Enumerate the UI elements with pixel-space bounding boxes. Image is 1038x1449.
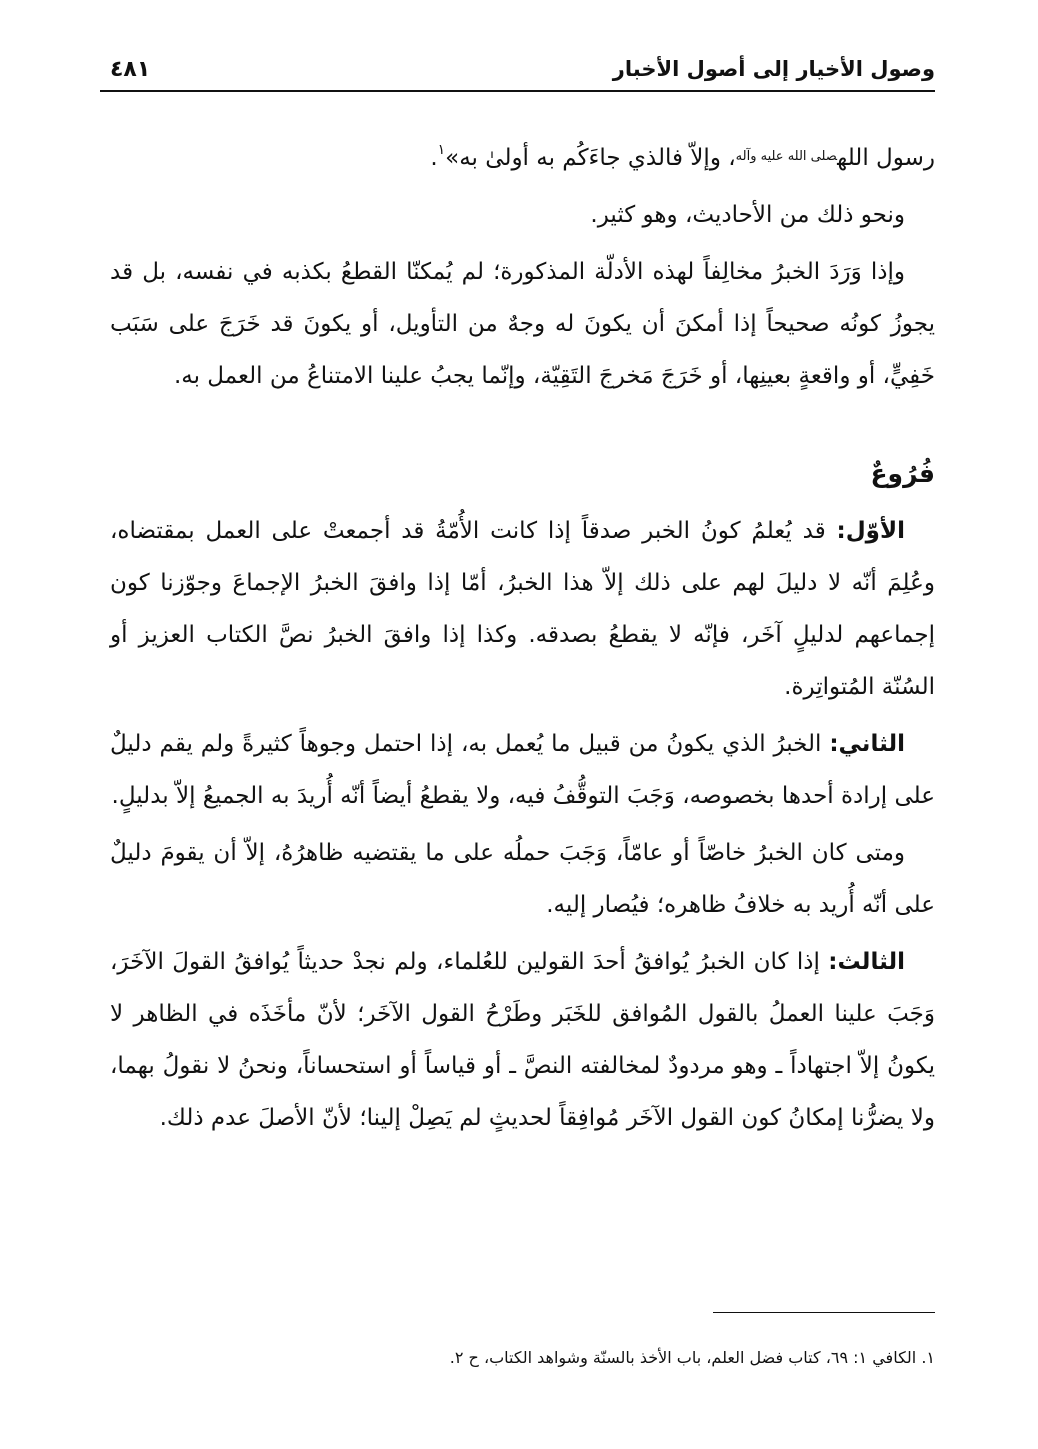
paragraph: ومتى كان الخبرُ خاصّاً أو عامّاً، وَجَبَ حملُه على ما يقتضيه ظاهرُهُ، إلاّ أن يقومَ دليلٌ على أنّه أُريد به خلافُ ظاهره؛ فيُصار إليه.	[110, 840, 935, 918]
paragraph-second-branch	[110, 718, 935, 822]
branch-label: الأوّل:	[836, 518, 905, 544]
paragraph-text: إذا كان الخبرُ يُوافقُ أحدَ القولين للعُلماء، ولم نجدْ حديثاً يُوافقُ القولَ الآخَرَ، وَجَبَ علينا العملُ بالقول المُوافق للخَبَر وطَرْحُ القول الآخَر؛ لأنّ مأخَذَه في الظاهر لا يكونُ إلاّ اجتهاداً ـ وهو مردودٌ لمخالفته النصَّ ـ أو قياساً أو استحساناً، ونحنُ لا نقولُ بهما، ولا يضرُّنا إمكانُ كون القول الآخَر مُوافِقاً لحديثٍ لم يَصِلْ إلينا؛ لأنّ الأصلَ عدم ذلك.	[110, 949, 935, 1131]
footnote-divider	[713, 1312, 935, 1313]
paragraph-text: رسول الله	[837, 145, 935, 171]
section-heading: فُرُوعٌ	[870, 459, 935, 488]
paragraph-text: الخبرُ الذي يكونُ من قبيل ما يُعمل به، إذا احتمل وجوهاً كثيرةً ولم يقم دليلٌ على إرادة أحدها بخصوصه، وَجَبَ التوقُّفُ فيه، ولا يقطعُ أيضاً أنّه أُريدَ به الجميعُ إلاّ بدليلٍ.	[110, 731, 935, 809]
footnote-reference: ١	[437, 142, 446, 158]
paragraph-third-branch	[110, 936, 935, 1144]
paragraph-first-branch	[110, 505, 935, 713]
paragraph-text: .	[430, 145, 438, 171]
branch-label: الثالث:	[828, 949, 905, 975]
paragraph-text: قد يُعلمُ كونُ الخبر صدقاً إذا كانت الأُمّةُ قد أجمعتْ على العمل بمقتضاه، وعُلِمَ أنّه لا دليلَ لهم على ذلك إلاّ هذا الخبرُ، أمّا إذا وافقَ الخبرُ الإجماعَ وجوّزنا كون إجماعهم لدليلٍ آخَر، فإنّه لا يقطعُ بصدقه. وكذا إذا وافقَ الخبرُ نصَّ الكتاب العزيز أو السُنّة المُتواتِرة.	[110, 518, 935, 700]
page-number: ٤٨١	[110, 56, 151, 82]
paragraph: ونحو ذلك من الأحاديث، وهو كثير.	[590, 202, 905, 228]
book-title: وصول الأخيار إلى أصول الأخبار	[612, 57, 935, 81]
running-header	[100, 48, 935, 92]
paragraph-continued	[110, 124, 935, 184]
body-text	[110, 124, 935, 1149]
footnote: ١. الكافي ١: ٦٩، كتاب فضل العلم، باب الأخذ بالسنّة وشواهد الكتاب، ح ٢.	[449, 1348, 935, 1367]
honorific-ligature: صلى الله عليه وآله	[735, 149, 838, 164]
paragraph-text: ، وإلاّ فالذي جاءَكُم به أولىٰ به»	[445, 145, 736, 171]
branch-label: الثاني:	[829, 731, 905, 757]
paragraph: وإذا وَرَدَ الخبرُ مخالِفاً لهذه الأدلّة المذكورة؛ لم يُمكنّا القطعُ بكذبه في نفسه، بل قد يجوزُ كونُه صحيحاً إذا أمكنَ أن يكونَ له وجهٌ من التأويل، أو يكونَ قد خَرَجَ على سَبَب خَفِيٍّ، أو واقعةٍ بعينِها، أو خَرَجَ مَخرجَ التَقِيّة، وإنّما يجبُ علينا الامتناعُ من العمل به.	[110, 259, 935, 389]
